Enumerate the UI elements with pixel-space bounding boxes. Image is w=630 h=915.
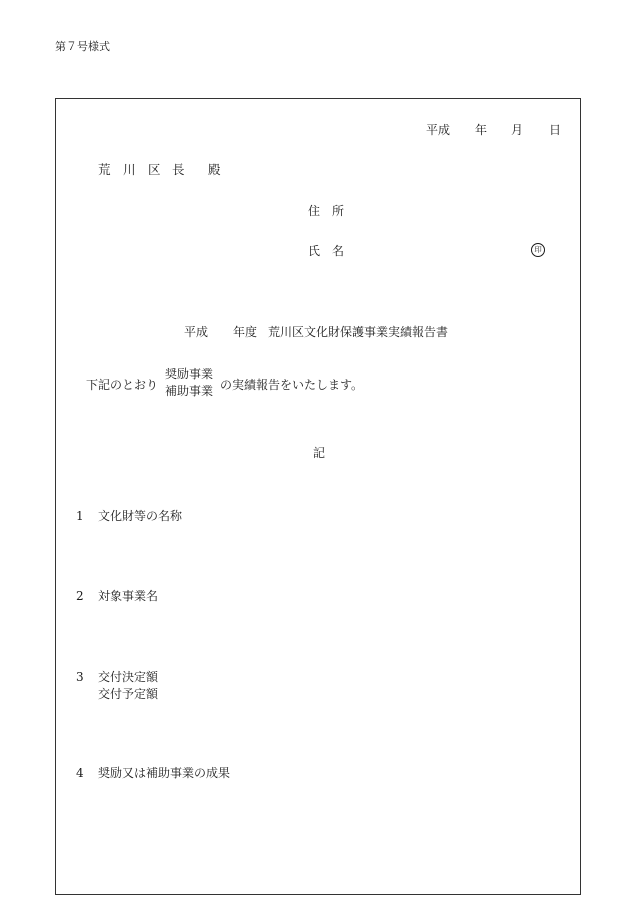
item-project-name: 対象事業名 [98, 589, 159, 603]
report-title: 荒川区文化財保護事業実績報告書 [268, 325, 449, 339]
body-option-subsidy: 補助事業 [165, 384, 214, 398]
body-prefix: 下記のとおり [86, 378, 159, 392]
address-label: 住 所 [308, 204, 345, 218]
body-suffix: の実績報告をいたします。 [220, 378, 364, 392]
item-number: 2 [76, 589, 84, 603]
item-grant-planned-amount: 交付予定額 [98, 687, 159, 701]
ki-heading: 記 [313, 446, 326, 460]
name-label: 氏 名 [308, 244, 345, 258]
addressee-char: 荒 [98, 162, 111, 177]
form-number: 第７号様式 [55, 40, 110, 53]
item-grant-decided-amount: 交付決定額 [98, 670, 159, 684]
item-project-results: 奨励又は補助事業の成果 [98, 766, 231, 780]
date-day: 日 [549, 123, 562, 137]
addressee-char: 長 [172, 162, 185, 177]
item-cultural-property-name: 文化財等の名称 [98, 509, 183, 523]
item-number: 3 [76, 670, 84, 684]
date-year: 年 [475, 123, 488, 137]
item-number: 4 [76, 766, 84, 780]
report-fiscal-year: 年度 [233, 325, 258, 339]
addressee-char: 区 [148, 162, 161, 177]
item-number: 1 [76, 509, 84, 523]
date-era: 平成 [426, 123, 451, 137]
addressee-char: 川 [123, 162, 136, 177]
report-era: 平成 [184, 325, 209, 339]
date-month: 月 [511, 123, 524, 137]
body-option-encouragement: 奨励事業 [165, 367, 214, 381]
seal-icon: 印 [531, 243, 545, 257]
addressee-honorific: 殿 [208, 162, 221, 177]
